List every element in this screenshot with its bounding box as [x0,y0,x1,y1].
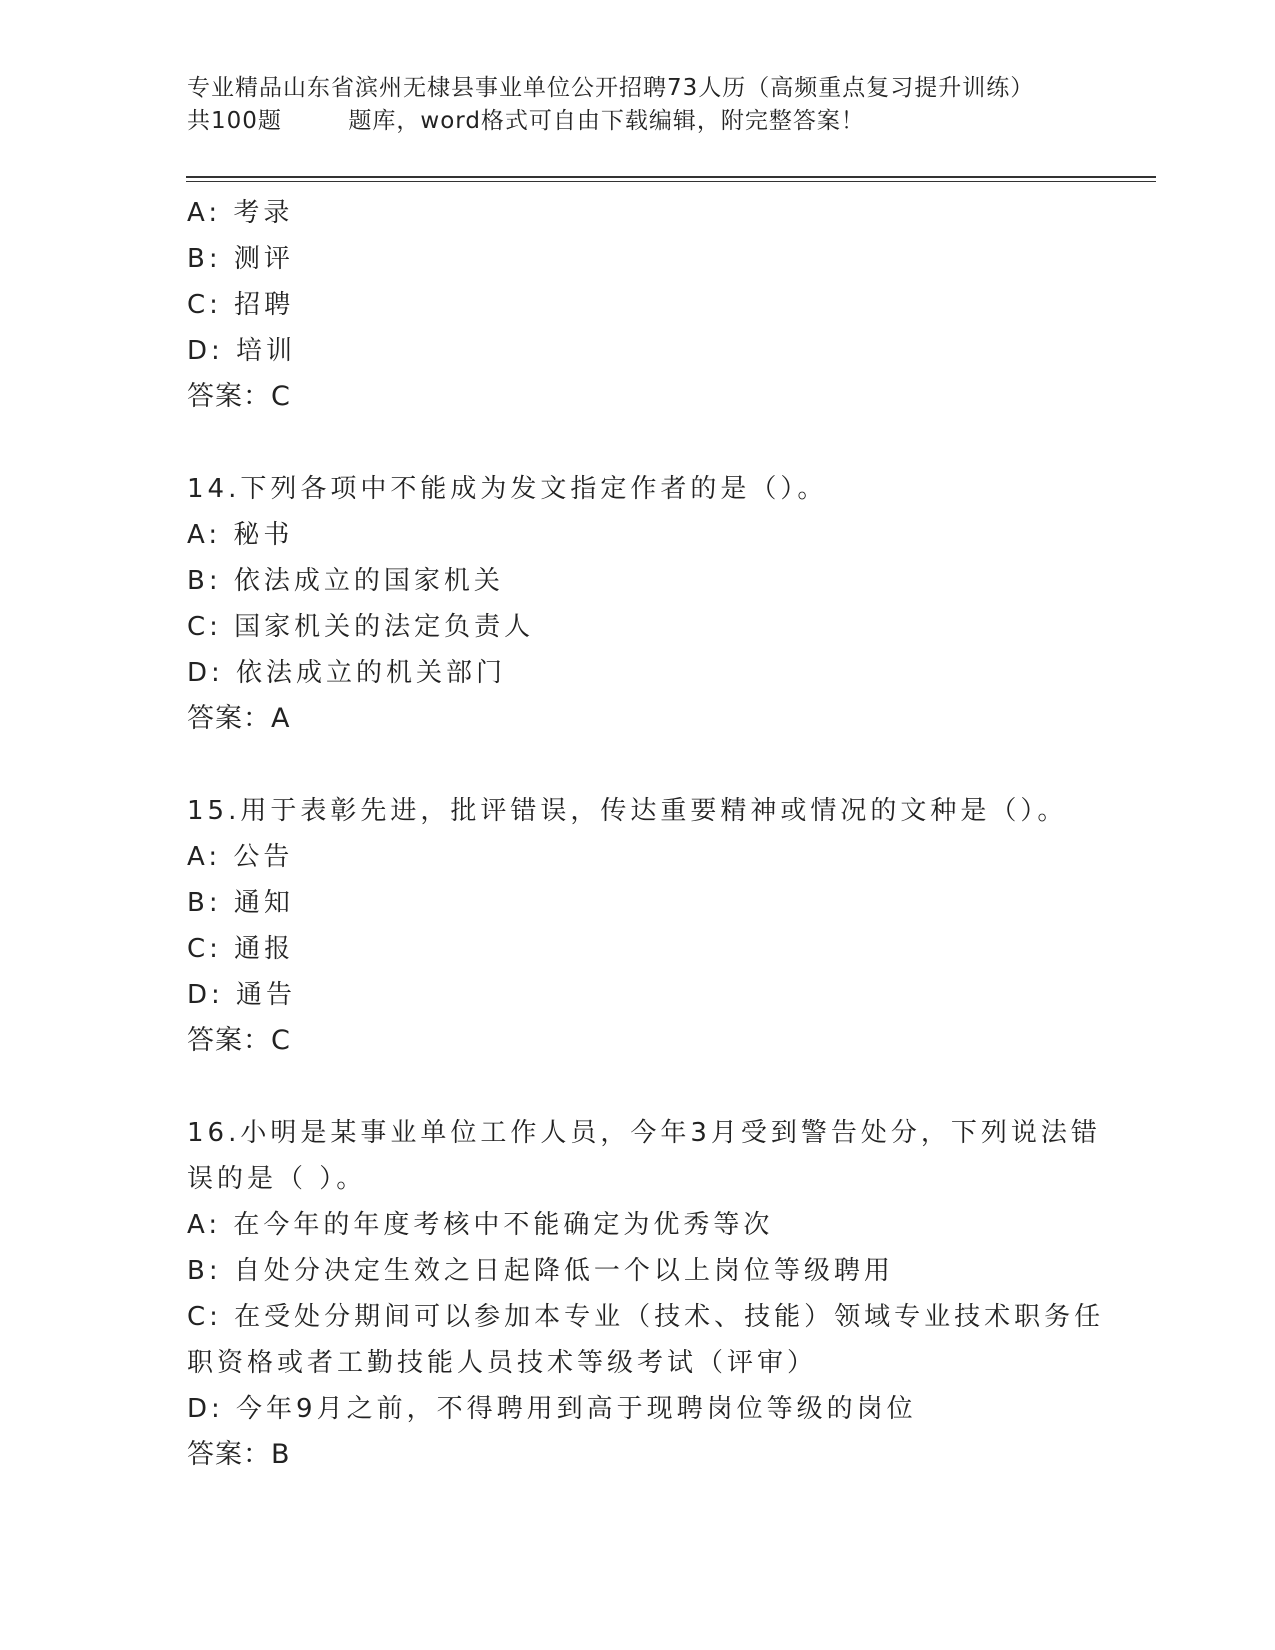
header-title-line1: 专业精品山东省滨州无棣县事业单位公开招聘73人历（高频重点复习提升训练） [187,75,1035,101]
header-divider-bottom [186,181,1156,182]
question-stem-continued: 误的是（ ）。 [187,1164,367,1194]
option-a: A: 考录 [187,198,294,228]
question-list [187,190,1105,1478]
question-15 [187,788,1087,1064]
option-b: B: 自处分决定生效之日起降低一个以上岗位等级聘用 [187,1256,894,1286]
option-a: A: 秘书 [187,520,294,550]
header-divider-top [186,176,1156,178]
option-c: C: 在受处分期间可以参加本专业（技术、技能）领域专业技术职务任 [187,1302,1105,1332]
answer-label: 答案：C [187,381,291,412]
question-stem: 15.用于表彰先进，批评错误，传达重要精神或情况的文种是（）。 [187,796,1068,826]
option-c: C: 通报 [187,934,295,964]
option-c: C: 招聘 [187,290,295,320]
option-d: D: 培训 [187,336,297,366]
header-title-line2: 共100题 题库，word格式可自由下载编辑，附完整答案！ [187,108,865,134]
option-b: B: 测评 [187,244,294,274]
option-d: D: 依法成立的机关部门 [187,658,507,688]
option-a: A: 在今年的年度考核中不能确定为优秀等次 [187,1210,774,1240]
option-a: A: 公告 [187,842,294,872]
option-b: B: 通知 [187,888,294,918]
option-b: B: 依法成立的国家机关 [187,566,504,596]
document-header [187,72,1167,138]
question-stem: 14.下列各项中不能成为发文指定作者的是（）。 [187,474,828,504]
question-13 [187,190,1087,420]
answer-label: 答案：B [187,1439,291,1470]
question-stem: 16.小明是某事业单位工作人员，今年3月受到警告处分，下列说法错 [187,1118,1101,1148]
question-16 [187,1110,1105,1478]
option-c: C: 国家机关的法定负责人 [187,612,535,642]
answer-label: 答案：C [187,1025,291,1056]
answer-label: 答案：A [187,703,291,734]
option-d: D: 今年9月之前，不得聘用到高于现聘岗位等级的岗位 [187,1394,917,1424]
option-d: D: 通告 [187,980,297,1010]
option-c-continued: 职资格或者工勤技能人员技术等级考试（评审） [187,1348,818,1378]
question-14 [187,466,1087,742]
